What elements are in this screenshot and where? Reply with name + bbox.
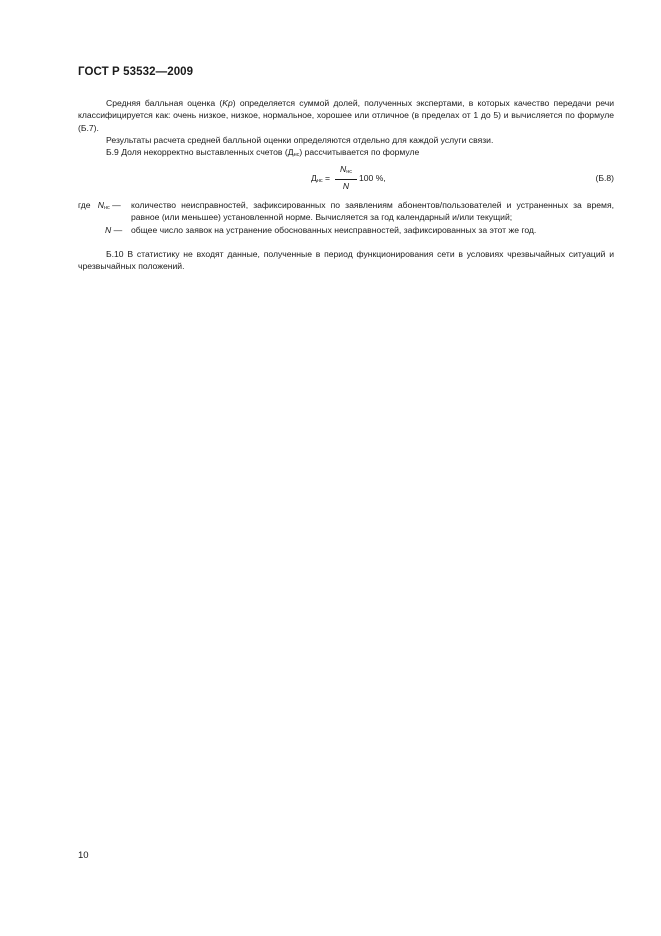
formula-lhs xyxy=(311,173,330,184)
formula-lhs-subscript: нс xyxy=(316,178,323,184)
paragraph-b9 xyxy=(78,146,614,161)
where-item-n xyxy=(78,224,614,236)
dash: — xyxy=(111,224,123,235)
paragraph-text: ) рассчитывается по формуле xyxy=(299,147,420,158)
formula-b8 xyxy=(78,164,614,190)
body-paragraphs xyxy=(78,97,614,161)
formula-rhs: 100 %, xyxy=(359,173,386,183)
nns-description: количество неисправностей, зафиксированных по заявлениям абонентов/пользователей и устраненных за время, равное (или меньшее) установленной норме. Вычисляется за год календарный и/или текущий; xyxy=(131,200,614,223)
n-symbol: N xyxy=(105,224,112,235)
kp-symbol: Kp xyxy=(222,98,233,108)
fraction-bar xyxy=(335,179,357,180)
paragraph-average-score xyxy=(78,97,614,134)
page-number: 10 xyxy=(78,850,89,861)
where-item-nns xyxy=(78,199,614,224)
n-description: общее число заявок на устранение обоснованных неисправностей, зафиксированных за этот же год. xyxy=(131,224,537,235)
nns-subscript: нс xyxy=(103,205,110,211)
where-block xyxy=(78,199,614,236)
where-label xyxy=(78,199,121,214)
paragraph-results: Результаты расчета средней балльной оценки определяются отдельно для каждой услуги связи. xyxy=(106,134,494,145)
nns-symbol: N xyxy=(97,200,104,210)
n-label xyxy=(105,224,122,236)
subscript: нс xyxy=(293,152,300,159)
formula-numerator xyxy=(335,164,357,178)
numerator-subscript: нс xyxy=(346,169,352,175)
paragraph-text: Б.9 Доля некорректно выставленных счетов (Д xyxy=(106,147,294,158)
paragraph-text: Средняя балльная оценка ( xyxy=(106,98,223,108)
equation-number: (Б.8) xyxy=(595,173,614,183)
numerator-symbol: N xyxy=(339,164,347,174)
formula-fraction xyxy=(335,164,357,192)
where-word: где xyxy=(78,200,91,210)
paragraph-b10: Б.10 В статистику не входят данные, полученные в период функционирования сети в условиях чрезвычайных ситуаций и чрезвычайных положений. xyxy=(78,249,614,272)
formula-equals: = xyxy=(322,173,331,183)
denominator-symbol: N xyxy=(342,181,350,191)
formula-denominator xyxy=(335,181,357,192)
closing-paragraph-block xyxy=(78,248,614,273)
paragraph-text: ) определяется суммой долей, полученных экспертами, в которых качество передачи речи классифицируется как: очень низкое, низкое, нормальное, хорошее или отличное (в пределах от 1 до 5) и вычисляется по формуле (Б.7). xyxy=(78,98,614,133)
formula-lhs-symbol: Д xyxy=(311,173,317,183)
document-header: ГОСТ Р 53532—2009 xyxy=(78,66,194,78)
dash: — xyxy=(109,200,121,210)
